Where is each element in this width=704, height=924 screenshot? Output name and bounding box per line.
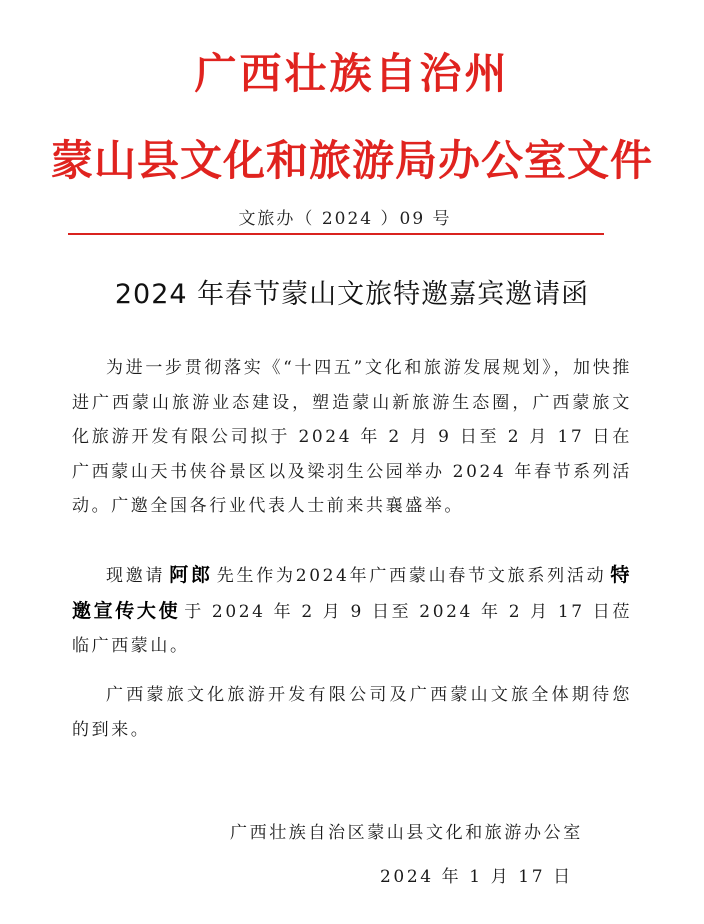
- header-org-line2: 蒙山县文化和旅游局办公室文件: [50, 136, 653, 185]
- body-paragraph-1: 为进一步贯彻落实《“十四五”文化和旅游发展规划》，加快推进广西蒙山旅游业态建设，塑造蒙山新旅游生态圈，广西蒙旅文化旅游开发有限公司拟于 2024 年 2 月 9 日至 2 月 17 日在广西蒙山天书侠谷景区以及梁羽生公园举办 2024 年春节系列活动。广邀全国各行业代表人士前来共襄盛举。: [72, 358, 632, 516]
- document-title: 2024 年春节蒙山文旅特邀嘉宾邀请函: [114, 279, 590, 310]
- body-paragraph-2: [72, 558, 632, 664]
- header-divider: [68, 233, 604, 235]
- header-org-line1: 广西壮族自治州: [194, 49, 510, 98]
- invite-prefix: 现邀请: [106, 566, 166, 586]
- document-number: 文旅办（ 2024 ）09 号: [238, 209, 452, 229]
- guest-role: 特邀宣传大使: [72, 564, 632, 622]
- guest-name: 阿郎: [169, 564, 213, 586]
- signature-date: 2024 年 1 月 17 日: [380, 867, 573, 887]
- invite-suffix: 于 2024 年 2 月 9 日至 2024 年 2 月 17 日莅临广西蒙山。: [72, 601, 632, 656]
- body-paragraph-3: 广西蒙旅文化旅游开发有限公司及广西蒙山文旅全体期待您的到来。: [72, 685, 632, 740]
- signature-organization: 广西壮族自治区蒙山县文化和旅游办公室: [230, 823, 583, 843]
- invite-middle: 先生作为2024年广西蒙山春节文旅系列活动: [216, 566, 607, 586]
